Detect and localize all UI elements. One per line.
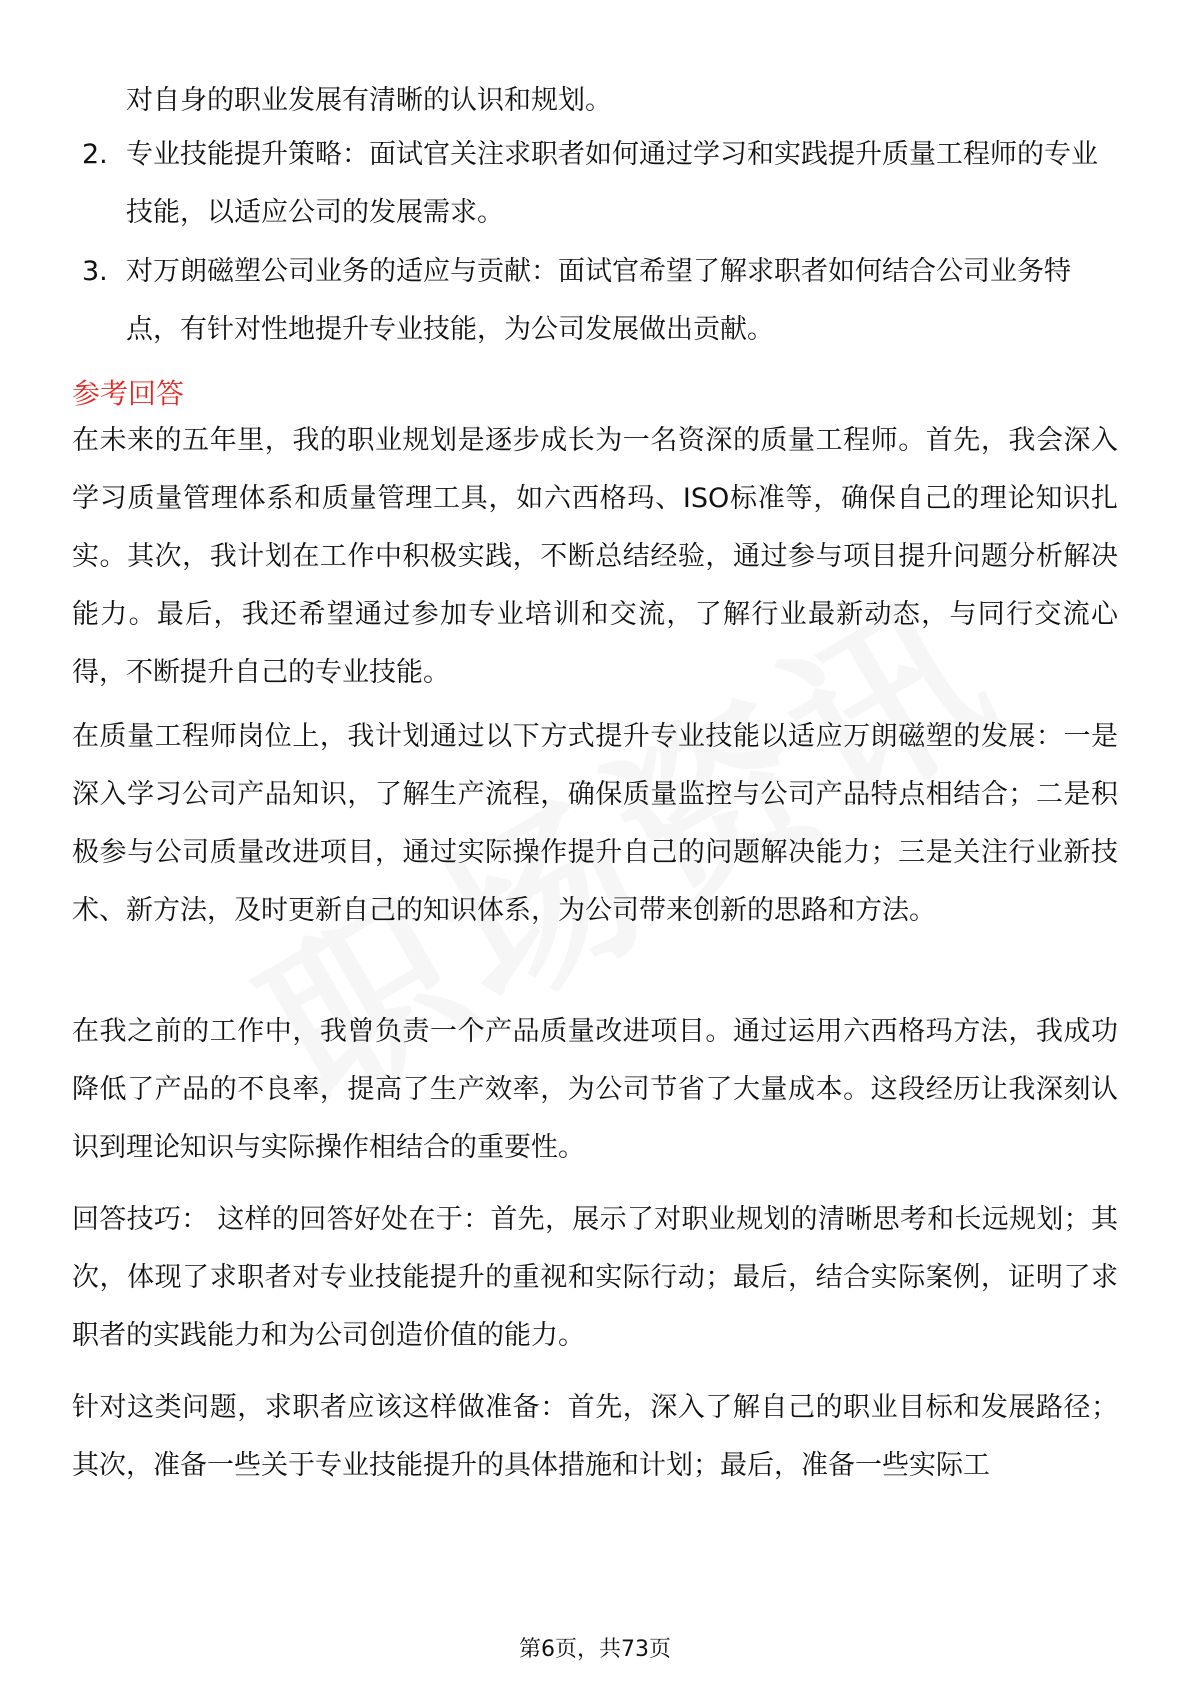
paragraph: 在未来的五年里，我的职业规划是逐步成长为一名资深的质量工程师。首先，我会深入学习质量管理体系和质量管理工具，如六西格玛、ISO标准等，确保自己的理论知识扎实。其次，我计划在工作中积极实践，不断总结经验，通过参与项目提升问题分析解决能力。最后，我还希望通过参加专业培训和交流，了解行业最新动态，与同行交流心得，不断提升自己的专业技能。 <box>72 425 1118 688</box>
paragraph: 在质量工程师岗位上，我计划通过以下方式提升专业技能以适应万朗磁塑的发展：一是深入学习公司产品知识，了解生产流程，确保质量监控与公司产品特点相结合；二是积极参与公司质量改进项目，通过实际操作提升自己的问题解决能力；三是关注行业新技术、新方法，及时更新自己的知识体系，为公司带来创新的思路和方法。 <box>72 721 1118 926</box>
paragraph: 针对这类问题，求职者应该这样做准备：首先，深入了解自己的职业目标和发展路径；其次，准备一些关于专业技能提升的具体措施和计划；最后，准备一些实际工 <box>72 1392 1118 1481</box>
list-item <box>82 126 1117 242</box>
list-item-number: 3. <box>82 256 108 287</box>
numbered-list <box>82 126 1117 359</box>
list-item-text: 专业技能提升策略：面试官关注求职者如何通过学习和实践提升质量工程师的专业技能，以适应公司的发展需求。 <box>126 139 1098 228</box>
paragraph: 在我之前的工作中，我曾负责一个产品质量改进项目。通过运用六西格玛方法，我成功降低了产品的不良率，提高了生产效率，为公司节省了大量成本。这段经历让我深刻认识到理论知识与实际操作相结合的重要性。 <box>72 1016 1118 1163</box>
page-number: 第6页，共73页 <box>519 1637 671 1662</box>
list-item-number: 2. <box>82 139 108 170</box>
section-title: 参考回答 <box>72 377 185 410</box>
list-item <box>82 243 1117 359</box>
list-item-continuation: 对自身的职业发展有清晰的认识和规划。 <box>126 85 612 116</box>
answer-tips-paragraph: 回答技巧： 这样的回答好处在于：首先，展示了对职业规划的清晰思考和长远规划；其次，体现了求职者对专业技能提升的重视和实际行动；最后，结合实际案例，证明了求职者的实践能力和为公司创造价值的能力。 <box>72 1204 1118 1351</box>
list-item-text: 对万朗磁塑公司业务的适应与贡献：面试官希望了解求职者如何结合公司业务特点，有针对性地提升专业技能，为公司发展做出贡献。 <box>126 256 1071 345</box>
